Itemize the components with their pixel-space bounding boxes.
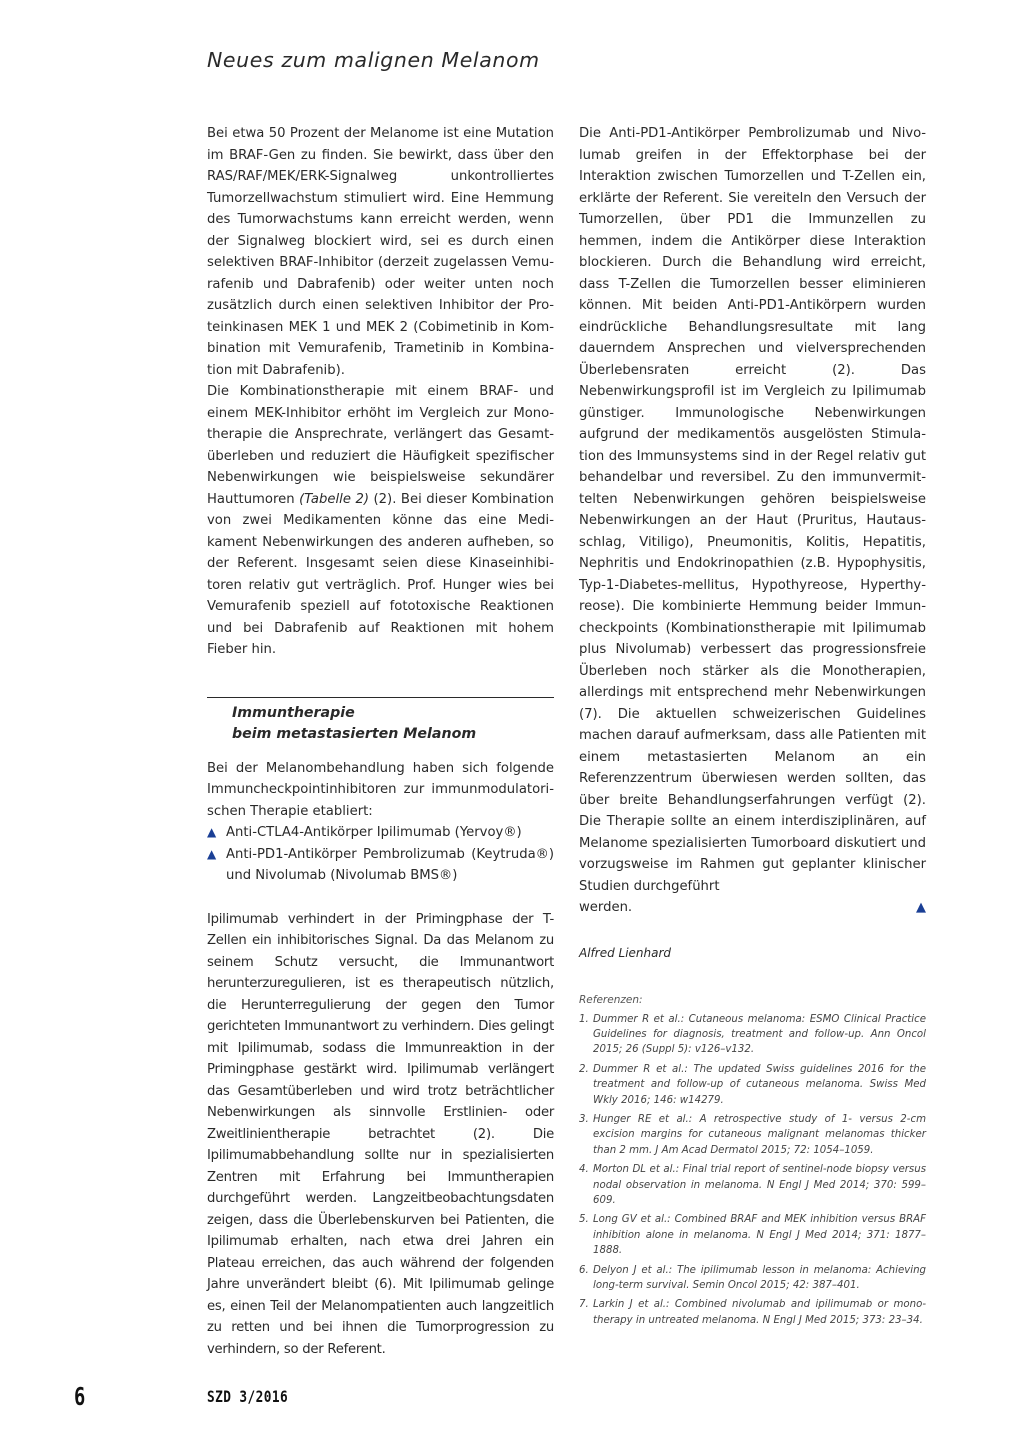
section-heading-line1: Immuntherapie [232, 704, 355, 721]
paragraph-last-word: werden. [579, 900, 633, 915]
reference-number: 7. [579, 1299, 589, 1311]
journal-issue: SZD 3/2016 [207, 1387, 289, 1406]
reference-number: 4. [579, 1164, 589, 1176]
paragraph-kombination-text-a: Die Kombinationstherapie mit einem BRAF- und einem MEK-Inhibitor erhöht im Vergleich zur Monotherapie die Ansprechrate, verlängert das Gesamtüberleben und reduziert die Häufigkeit spezifischer Nebenwirkungen wie beispielsweise sekundärer Hauttumoren [207, 384, 554, 507]
page-number: 6 [74, 1382, 86, 1411]
reference-text: Larkin J et al.: Combined nivolumab and ipilimumab or monotherapy in untreated melanoma. N Engl J Med 2015; 373: 23–34. [593, 1299, 926, 1326]
list-item [207, 844, 554, 887]
reference-number: 2. [579, 1064, 589, 1076]
paragraph-kombination-text-b: (2). Bei dieser Kombination von zwei Medikamenten könne das eine Medikament Nebenwirkungen des anderen aufheben, so der Referent. Insgesamt seien diese Kinaseinhibitoren relativ gut verträglich. Prof. Hunger wies bei Vemurafenib speziell auf fototoxische Reaktionen und bei Dabrafenib auf Reaktionen mit hohem Fieber hin. [207, 491, 554, 657]
list-item [207, 822, 554, 844]
reference-item [579, 1012, 926, 1058]
bullet-text-pd1: Anti-PD1-Antikörper Pembrolizumab (Keytruda®) und Nivolumab (Nivolumab BMS®) [226, 846, 554, 883]
reference-text: Dummer R et al.: The updated Swiss guidelines 2016 for the treatment and follow-up of cutaneous melanoma. Swiss Med Wkly 2016; 146: w14279. [593, 1064, 926, 1106]
section-heading-line2: beim metastasierten Melanom [232, 725, 477, 742]
reference-item [579, 1162, 926, 1208]
reference-item [579, 1062, 926, 1108]
left-column [207, 123, 554, 1360]
paragraph-anti-pd1: Die Anti-PD1-Antikörper Pembrolizumab und Nivolumab greifen in der Effektorphase bei der Interaktion zwischen Tumorzellen und T-Zellen ein, erklärte der Referent. Sie vereiteln den Versuch der Tumorzellen, über PD1 die Immunzellen zu hemmen, indem die Antikörper diese Interaktion blockieren. Durch die Behandlung wird erreicht, dass T-Zellen die Tumorzellen besser eliminieren können. Mit beiden Anti-PD1-Antikörpern wurden eindrückliche Behandlungsresultate mit lang dauerndem Ansprechen und vielversprechenden Überlebensraten erreicht (2). Das Nebenwirkungsprofil ist im Vergleich zu Ipilimumab günstiger. Immunologische Nebenwirkungen aufgrund der medikamentös ausgelösten Stimulation des Immunsystems sind in der Regel relativ gut behandelbar und reversibel. Zu den immunvermittelten Nebenwirkungen gehören beispielsweise Nebenwirkungen an der Haut (Pruritus, Hautausschlag, Vitiligo), Pneumonitis, Kolitis, Hepatitis, Nephritis und Endokrinopathien (z.B. Hypophysitis, Typ-1-Diabetes-mellitus, Hypothyreose, Hyperthyreose). Die kombinierte Hemmung beider Immuncheckpoints (Kombinationstherapie mit Ipilimumab plus Nivolumab) verbessert das progressionsfreie Überleben noch stärker als die Monotherapien, allerdings mit entsprechend mehr Nebenwirkungen (7). Die aktuellen schweizerischen Guidelines machen darauf aufmerksam, dass alle Patienten mit einem metastasierten Melanom an ein Referenzzentrum überwiesen werden sollten, das über breite Behandlungserfahrungen verfügt (2). Die Therapie sollte an einem interdisziplinären, auf Melanome spezialisierten Tumorboard diskutiert und vorzugsweise im Rahmen gut geplanter klinischer Studien durchgeführt [579, 126, 926, 894]
table-reference: (Tabelle 2) [299, 491, 369, 507]
section-heading-immuntherapie [207, 698, 554, 745]
reference-text: Dummer R et al.: Cutaneous melanoma: ESMO Clinical Practice Guidelines for diagnosis, treatment and follow-up. Ann Oncol 2015; 26 (Suppl 5): v126–v132. [593, 1014, 926, 1056]
right-column [579, 123, 926, 1332]
running-title: Neues zum malignen Melanom [207, 47, 540, 72]
reference-number: 6. [579, 1264, 589, 1276]
reference-item [579, 1112, 926, 1158]
paragraph-immuncheckpoint: Bei der Melanombehandlung haben sich folgende Immuncheckpointinhibitoren zur immunmodulatorischen Therapie etabliert: [207, 760, 554, 819]
reference-number: 1. [579, 1014, 589, 1025]
reference-text: Hunger RE et al.: A retrospective study of 1- versus 2-cm excision margins for cutaneous malignant melanomas thicker than 2 mm. J Am Acad Dermatol 2015; 72: 1054–1059. [593, 1114, 926, 1156]
reference-item [579, 1297, 926, 1327]
references-heading: Referenzen: [579, 994, 643, 1006]
triangle-up-icon: ▲ [207, 846, 217, 861]
reference-item [579, 1263, 926, 1293]
reference-text: Long GV et al.: Combined BRAF and MEK inhibition versus BRAF inhibition alone in melanoma. N Engl J Med 2014; 371: 1877–1888. [593, 1214, 926, 1256]
bullet-text-ipilimumab: Anti-CTLA4-Antikörper Ipilimumab (Yervoy®) [226, 825, 522, 840]
reference-number: 5. [579, 1214, 589, 1226]
paragraph-ipilimumab: Ipilimumab verhindert in der Primingphase der T-Zellen ein inhibitorisches Signal. Da das Melanom zu seinem Schutz versucht, die Immunantwort herunterzuregulieren, ist es therapeutisch nützlich, die Herunterregulierung der gegen den Tumor gerichteten Immunantwort zu verhindern. Dies gelingt mit Ipilimumab, sodass die Immunreaktion in der Primingphase gestärkt wird. Ipilimumab verlängert das Gesamtüberleben und wird trotz beträchtlicher Nebenwirkungen als sinnvolle Erstlinien- oder Zweitlinientherapie betrachtet (2). Die Ipilimumabbehandlung sollte nur in spezialisierten Zentren mit Erfahrung bei Immuntherapien durchgeführt werden. Langzeitbeobachtungsdaten zeigen, dass die Überlebenskurven bei Patienten, die Ipilimumab erhalten, nach etwa drei Jahren ein Plateau erreichen, das auch während der folgenden Jahre unverändert bleibt (6). Mit Ipilimumab gelinge es, einen Teil der Melanompatienten auch langzeitlich zu retten und bei ihnen die Tumorprogression zu verhindern, so der Referent. [207, 911, 554, 1357]
references-list [579, 1012, 926, 1328]
paragraph-braf: Bei etwa 50 Prozent der Melanome ist eine Mutation im BRAF-Gen zu finden. Sie bewirkt, dass über den RAS/RAF/MEK/ERK-Signalweg unkontrolliertes Tumorzellwachstum stimuliert wird. Eine Hemmung des Tumorwachstums kann erreicht werden, wenn der Signalweg blockiert wird, sei es durch einen selektiven BRAF-Inhibitor (derzeit zugelassen Vemurafenib und Dabrafenib) oder weiter unten noch zusätzlich durch einen selektiven Inhibitor der Proteinkinasen MEK 1 und MEK 2 (Cobimetinib in Kombination mit Vemurafenib, Trametinib in Kombination mit Dabrafenib). [207, 126, 554, 378]
paragraph-kombination [207, 381, 554, 661]
reference-text: Delyon J et al.: The ipilimumab lesson in melanoma: Achieving long-term survival. Semin Oncol 2015; 42: 387–401. [593, 1264, 926, 1291]
reference-number: 3. [579, 1114, 589, 1126]
paragraph-end-row [579, 897, 926, 919]
reference-item [579, 1212, 926, 1258]
triangle-up-icon: ▲ [207, 825, 217, 839]
reference-text: Morton DL et al.: Final trial report of sentinel-node biopsy versus nodal observation in melanoma. N Engl J Med 2014; 370: 599–609. [593, 1164, 926, 1206]
triangle-up-icon: ▲ [916, 900, 926, 915]
author-name: Alfred Lienhard [579, 945, 672, 960]
